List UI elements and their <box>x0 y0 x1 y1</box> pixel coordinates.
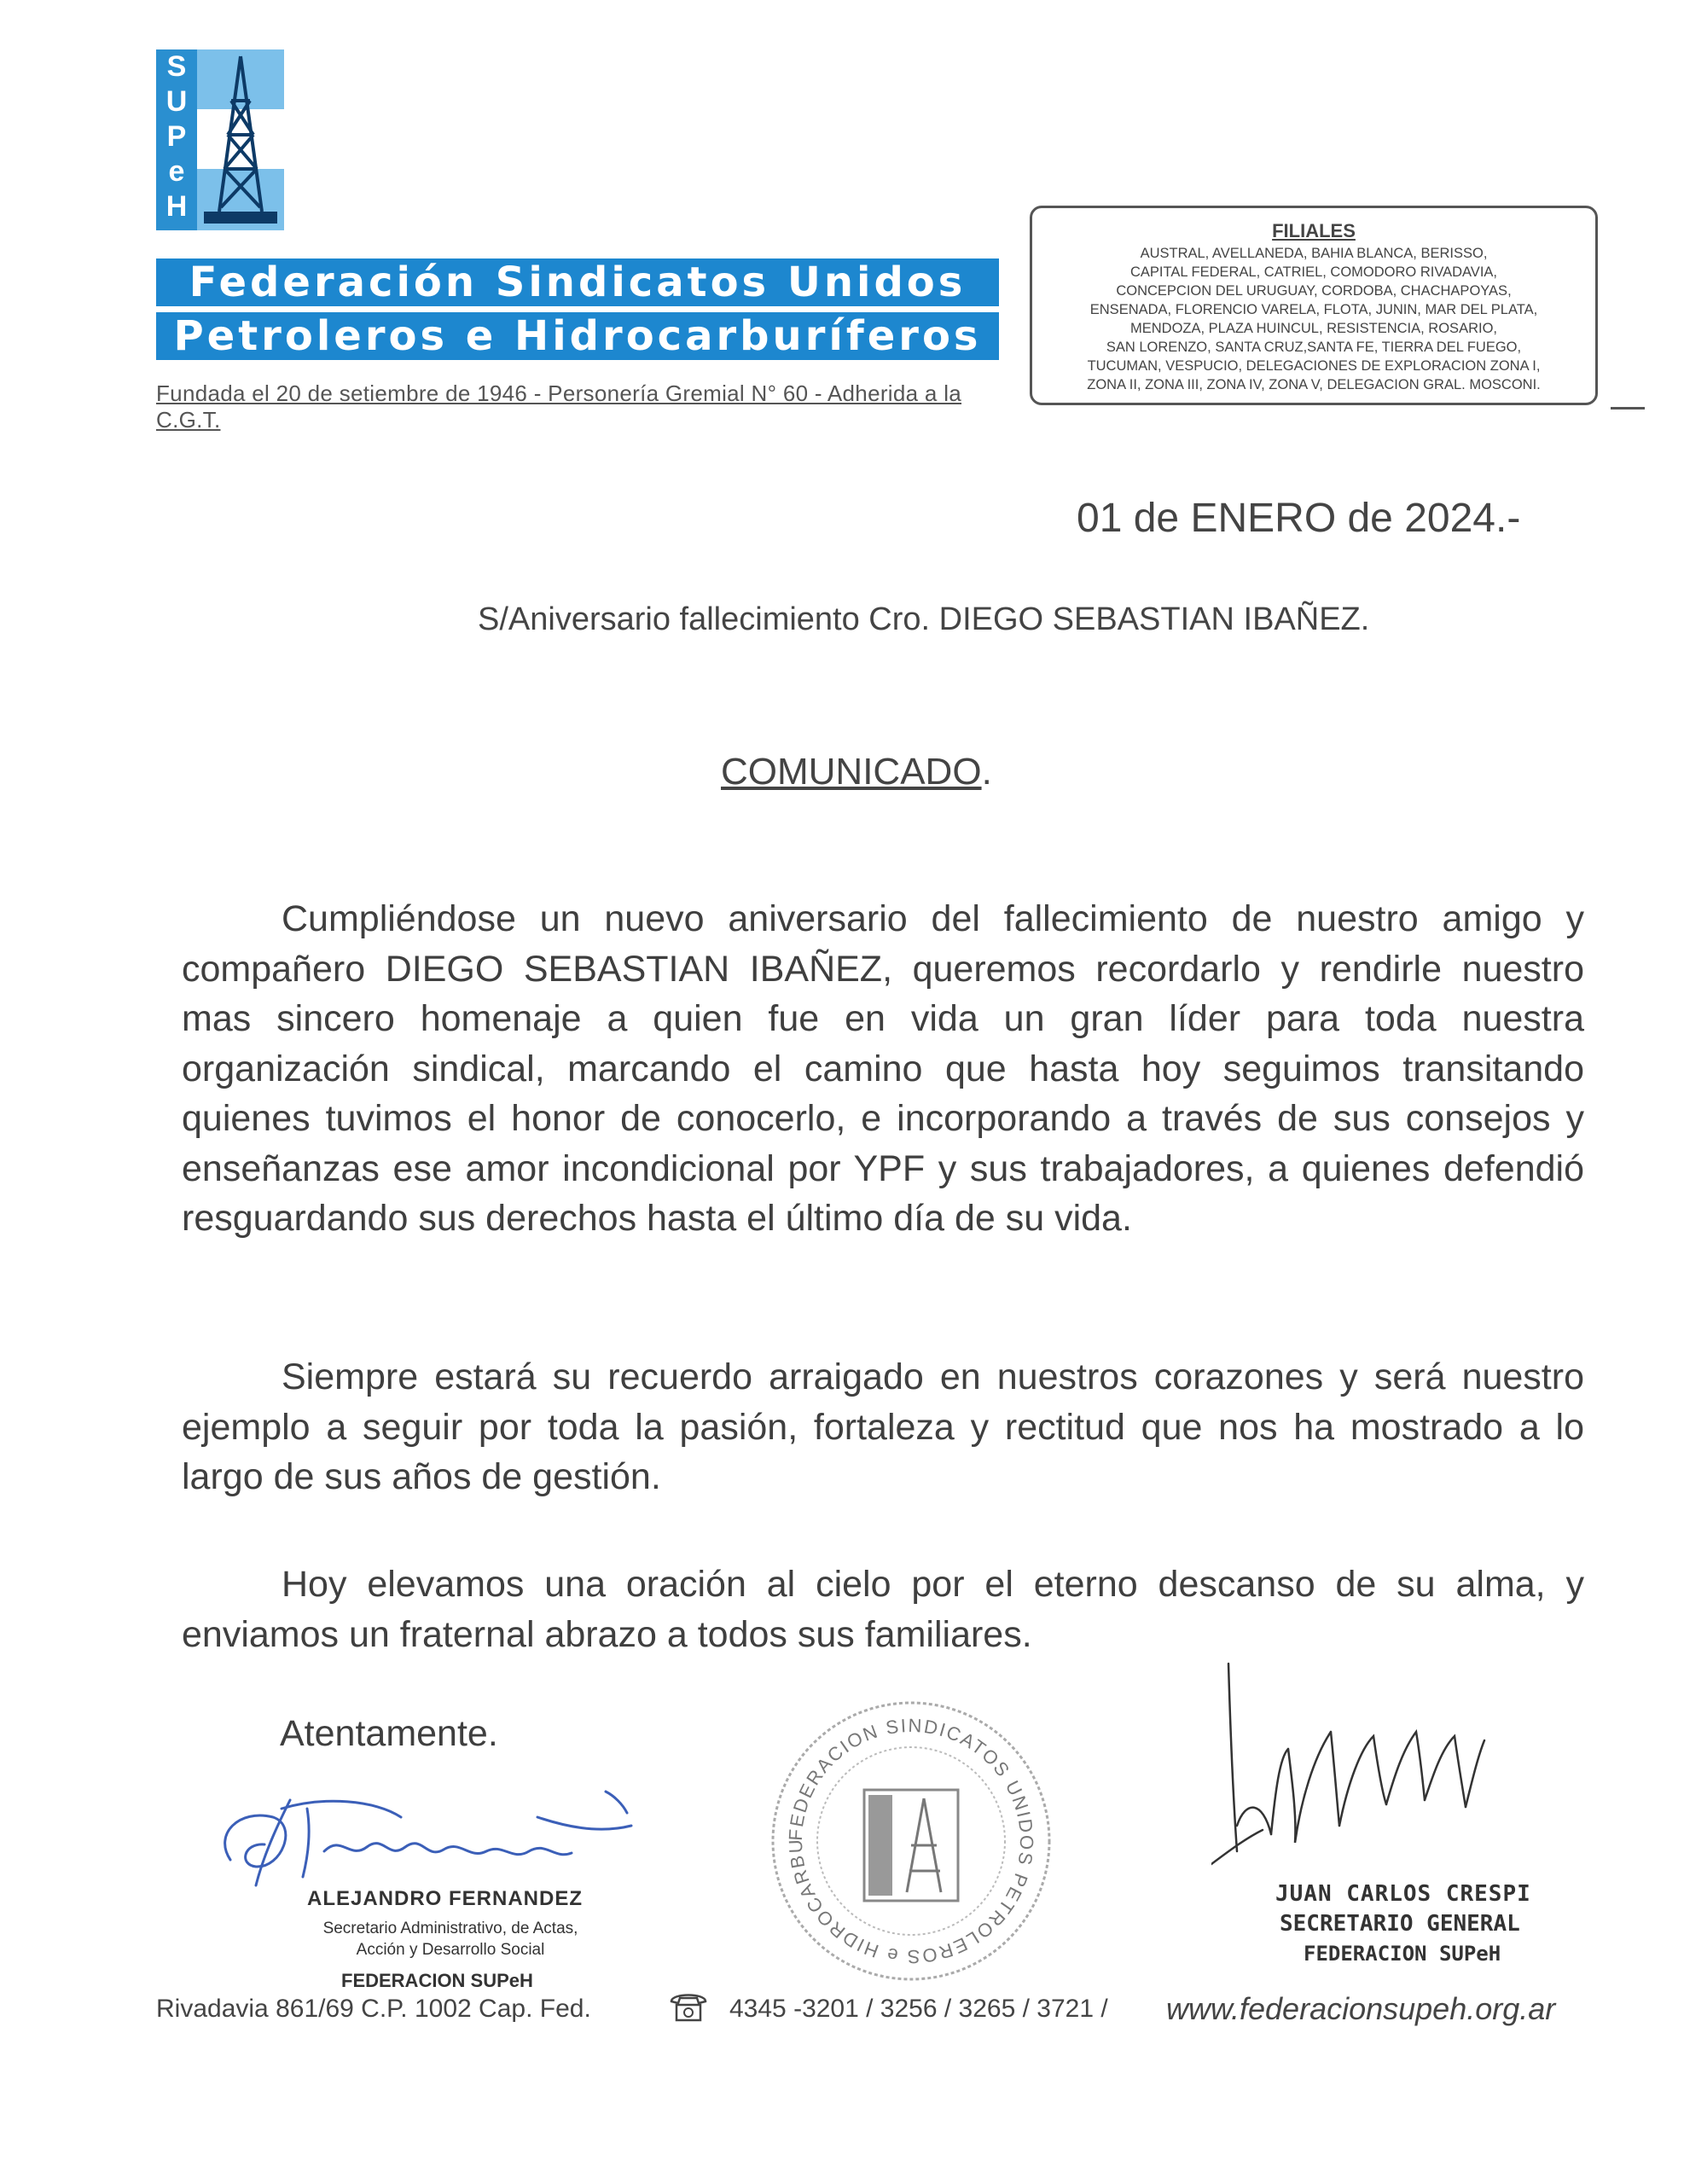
signature-fernandez <box>205 1766 648 1902</box>
filiales-line: SAN LORENZO, SANTA CRUZ,SANTA FE, TIERRA DEL FUEGO, <box>1106 340 1522 355</box>
filiales-list <box>1032 242 1595 394</box>
letter-title <box>721 751 992 793</box>
logo-letters <box>156 49 197 230</box>
signatory-role: SECRETARIO GENERAL <box>1280 1911 1520 1937</box>
filiales-box <box>1030 206 1598 405</box>
filiales-line: ZONA II, ZONA III, ZONA IV, ZONA V, DELEGACION GRAL. MOSCONI. <box>1087 377 1541 392</box>
filiales-line: CAPITAL FEDERAL, CATRIEL, COMODORO RIVADAVIA, <box>1130 264 1497 280</box>
logo-letter: H <box>165 190 188 223</box>
official-stamp <box>766 1696 1056 1986</box>
logo-letter: P <box>166 120 187 153</box>
body-paragraph: Cumpliéndose un nuevo aniversario del fallecimiento de nuestro amigo y compañero DIEGO SEBASTIAN IBAÑEZ, queremos recordarlo y rendirle nuestro mas sincero homenaje a quien fue en vida un gran líder para toda nuestra organización sindical, marcando el camino que hasta hoy seguimos transitando quienes tuvimos el honor de conocerlo, e incorporando a través de sus consejos y enseñanzas ese amor incondicional por YPF y sus trabajadores, a quienes defendió resguardando sus derechos hasta el último día de su vida. <box>182 898 1584 1239</box>
letter-subject: S/Aniversario fallecimiento Cro. DIEGO SEBASTIAN IBAÑEZ. <box>478 601 1370 637</box>
signatory-org: FEDERACION SUPeH <box>341 1970 533 1991</box>
footer-website-link[interactable]: www.federacionsupeh.org.ar <box>1166 1991 1556 2026</box>
title-text: COMUNICADO <box>721 751 982 793</box>
signatory-org: FEDERACION SUPeH <box>1304 1942 1501 1966</box>
body-paragraph: Siempre estará su recuerdo arraigado en nuestros corazones y será nuestro ejemplo a seguir por toda la pasión, fortaleza y rectitud que nos ha mostrado a lo largo de sus años de gestión. <box>182 1356 1584 1497</box>
logo-letter: U <box>165 85 188 118</box>
footer-address: Rivadavia 861/69 C.P. 1002 Cap. Fed. <box>156 1995 591 2023</box>
signatory-name: JUAN CARLOS CRESPI <box>1275 1881 1531 1907</box>
filiales-line: MENDOZA, PLAZA HUINCUL, RESISTENCIA, ROSARIO, <box>1130 321 1497 336</box>
federation-name-line1: Federación Sindicatos Unidos <box>156 258 999 306</box>
filiales-title: FILIALES <box>1272 220 1356 241</box>
signature-crespi <box>1211 1655 1536 1920</box>
divider <box>1611 407 1645 410</box>
letter-date: 01 de ENERO de 2024.- <box>1077 496 1521 541</box>
supeh-logo <box>156 49 284 230</box>
footer <box>156 1989 1623 2032</box>
filiales-line: CONCEPCION DEL URUGUAY, CORDOBA, CHACHAPOYAS, <box>1116 283 1512 299</box>
signatory-role <box>305 1918 595 1960</box>
filiales-line: TUCUMAN, VESPUCIO, DELEGACIONES DE EXPLORACION ZONA I, <box>1087 358 1541 374</box>
svg-text:FEDERACION SINDICATOS UNIDOS P <box>766 1696 1037 1967</box>
telephone-icon <box>668 1989 709 2024</box>
filiales-line: AUSTRAL, AVELLANEDA, BAHIA BLANCA, BERISSO, <box>1140 246 1488 261</box>
signatory-role-line: Acción y Desarrollo Social <box>356 1941 545 1959</box>
logo-letter: e <box>168 155 185 188</box>
signatory-role-line: Secretario Administrativo, de Actas, <box>322 1920 578 1937</box>
founding-info: Fundada el 20 de setiembre de 1946 - Personería Gremial N° 60 - Adherida a la C.G.T. <box>156 380 962 433</box>
oil-derrick-icon <box>197 49 284 230</box>
logo-letter: S <box>166 50 187 83</box>
signatory-name: ALEJANDRO FERNANDEZ <box>307 1887 584 1910</box>
title-suffix: . <box>981 751 992 793</box>
filiales-line: ENSENADA, FLORENCIO VARELA, FLOTA, JUNIN, MAR DEL PLATA, <box>1089 302 1538 317</box>
federation-name-line2: Petroleros e Hidrocarburíferos <box>156 312 999 360</box>
closing: Atentamente. <box>280 1713 498 1754</box>
stamp-text: FEDERACION SINDICATOS UNIDOS PETROLEROS e HIDROCARBU <box>784 1714 1038 1968</box>
body-paragraph: Hoy elevamos una oración al cielo por el eterno descanso de su alma, y enviamos un fraternal abrazo a todos sus familiares. <box>182 1564 1584 1655</box>
footer-phones: 4345 -3201 / 3256 / 3265 / 3721 / <box>729 1995 1108 2023</box>
